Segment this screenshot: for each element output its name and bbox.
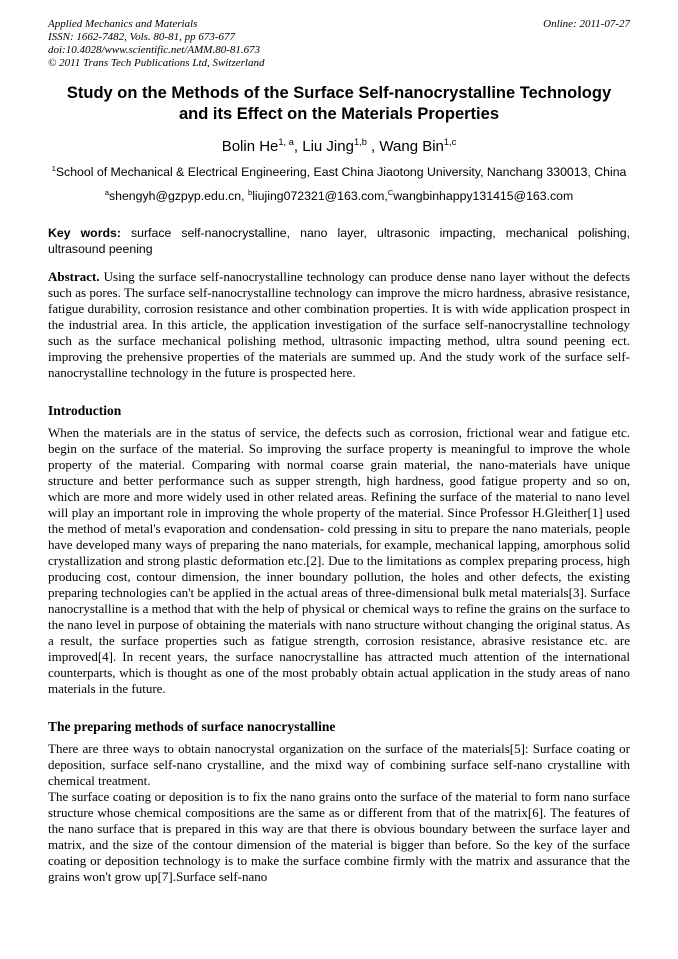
author-separator: , — [293, 138, 303, 155]
author-superscript: 1,b — [353, 137, 367, 147]
paper-title — [48, 83, 630, 125]
preparing-methods-paragraph-1: There are three ways to obtain nanocrystal organization on the surface of the materials[5]: Surface coating or deposition, surface self-nano crystalline, and the mixd way of combining surface self-nano crystalline with chemical treatment. — [48, 740, 630, 788]
email-separator: , — [241, 188, 248, 203]
author-name: Bolin He — [221, 138, 279, 155]
author-name: Wang Bin — [379, 138, 444, 155]
paper-title-line2: and its Effect on the Materials Properties — [179, 105, 499, 123]
abstract-block — [48, 269, 630, 381]
affiliation-superscript: 1 — [51, 163, 56, 173]
keywords-text: surface self-nanocrystalline, nano layer, ultrasonic impacting, mechanical polishing, ultrasound peening — [48, 225, 630, 256]
email-address: wangbinhappy131415@163.com — [393, 188, 574, 203]
author-separator: , — [366, 138, 380, 155]
introduction-paragraph: When the materials are in the status of service, the defects such as corrosion, frictional wear and fatigue etc. begin on the surface of the material. So improving the surface property is meaningful to improve the whole property of the material. Comparing with normal coarse grain material, the nano-materials have unique structure and better performance such as supper strength, high hardness, good fatigue property and so on, which are more and more widely used in other related areas. Refining the surface of the material to nano level will play an important role in improving the whole property of the material. Since Professor H.Gleither[1] used the method of metal's evaporation and condensation- cold pressing in situ to prepare the nano materials, people have developed many ways of preparing the nano materials, for example, mechanical lapping, amorphous solid crystallization and strong plastic deformation etc.[2]. Due to the limitations as complex preparing process, high producing cost, contour dimension, the inner boundary pollution, the holes and other defects, the existing preparing technologies can't be applied in the actual areas of three-dimensional bulk metal materials[3]. Surface nanocrystalline is a method that with the help of physical or chemical ways to refine the grains on the surface to the nano level in purpose of obtaining the materials with nano structure without changing the original status. As a result, the surface properties such as fatigue strength, corrosion resistance, abrasive resistance etc. are improved[4]. In recent years, the surface nanocrystalline has attracted much attention of the international counterparts, which is thought as one of the most probably obtain actual application in the study areas of nano materials in the future. — [48, 424, 630, 696]
author-name: Liu Jing — [302, 138, 354, 155]
affiliation-text: School of Mechanical & Electrical Engineering, East China Jiaotong University, Nanchang 330013, China — [55, 165, 627, 179]
issn-line: ISSN: 1662-7482, Vols. 80-81, pp 673-677 — [48, 31, 235, 43]
author-superscript: 1, a — [278, 137, 294, 147]
preparing-methods-paragraph-2: The surface coating or deposition is to fix the nano grains onto the surface of the material to form nano surface structure whose chemical compositions are the same as or different from that of the matrix[6]. The features of the nano surface that is prepared in this way are that there is obvious boundary between the surface layer and matrix, and the size of the contour dimension of the material is bigger than before. So the key of the surface coating or deposition technology is to make the surface combine firmly with the matrix and assurance that the grains won't grow up[7].Surface self-nano — [48, 788, 630, 884]
email-separator: , — [384, 188, 388, 203]
email-superscript: C — [387, 187, 394, 197]
abstract-label: Abstract. — [48, 268, 100, 284]
doi-line: doi:10.4028/www.scientific.net/AMM.80-81.673 — [48, 44, 261, 56]
author-superscript: 1,c — [443, 137, 457, 147]
journal-title: Applied Mechanics and Materials — [48, 18, 198, 30]
keywords-block — [48, 225, 630, 257]
online-date: Online: 2011-07-27 — [543, 18, 630, 30]
abstract-text: Using the surface self-nanocrystalline technology can produce dense nano layer without the defects such as pores. The surface self-nanocrystalline technology can improve the micro hardness, abrasive resistance, fatigue durability, corrosion resistance and other combination properties. It is with wide application prospect in the industrial area. In this article, the application investigation of the surface self-nanocrystalline technology such as the surface mechanical polishing method, ultrasonic impacting method, ultra sound peening ect. improving the prehensive properties of the materials are summed up. And the study work of the surface self-nanocrystalline technology in the future is prospected here. — [48, 268, 630, 380]
paper-title-line1: Study on the Methods of the Surface Self-nanocrystalline Technology — [66, 84, 612, 102]
copyright-line: © 2011 Trans Tech Publications Ltd, Switzerland — [48, 57, 265, 69]
keywords-label: Key words: — [48, 225, 121, 240]
email-superscript: b — [247, 187, 253, 197]
email-address: shengyh@gzpyp.edu.cn — [108, 188, 242, 203]
affiliation — [48, 165, 630, 181]
section-heading-introduction: Introduction — [48, 402, 122, 418]
authors-line — [48, 137, 630, 156]
section-heading-preparing-methods: The preparing methods of surface nanocrystalline — [48, 718, 336, 734]
email-superscript: a — [104, 187, 109, 197]
journal-header — [48, 18, 630, 70]
email-address: liujing072321@163.com — [252, 188, 385, 203]
email-line — [48, 189, 630, 204]
